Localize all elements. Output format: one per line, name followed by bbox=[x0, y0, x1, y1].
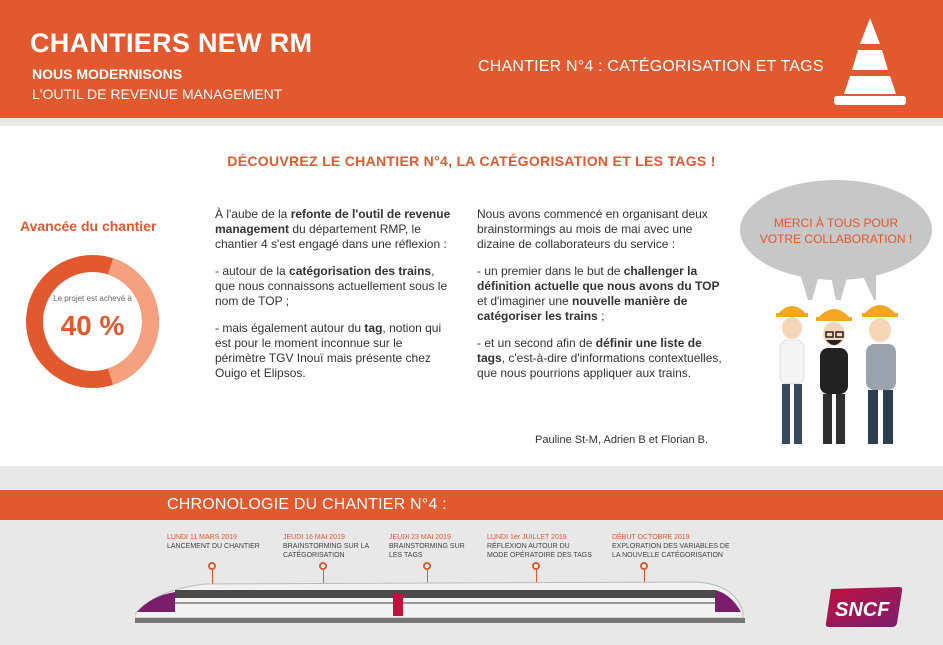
page-title: CHANTIERS NEW RM bbox=[30, 28, 313, 58]
svg-text:SNCF: SNCF bbox=[835, 599, 890, 621]
timeline-item: LUNDI 1er JUILLET 2019 RÉFLEXION AUTOUR DU MODE OPÉRATOIRE DES TAGS bbox=[487, 534, 592, 559]
timeline-item: JEUDI 23 MAI 2019 BRAINSTORMING SUR LES TAGS bbox=[389, 534, 465, 559]
paragraph: À l'aube de la refonte de l'outil de revenue management du département RMP, le chantier 4 s'est engagé dans une réflexion : bbox=[215, 207, 451, 251]
chronology-bar bbox=[0, 490, 943, 520]
header-banner bbox=[0, 0, 943, 118]
chantier-label: CHANTIER N°4 : CATÉGORISATION ET TAGS bbox=[478, 58, 824, 75]
header-subtitle: L'OUTIL DE REVENUE MANAGEMENT bbox=[32, 86, 283, 102]
paragraph: - mais également autour du tag, notion qui est pour le moment inconnue sur le périmètre TGV Inouï mais présente chez Ouigo et Elipsos. bbox=[215, 321, 442, 380]
paragraph: - autour de la catégorisation des trains, que nous connaissons actuellement sous le nom de TOP ; bbox=[215, 264, 448, 308]
chronology-title: CHRONOLOGIE DU CHANTIER N°4 : bbox=[167, 496, 447, 513]
progress-value: 40 % bbox=[60, 310, 125, 341]
traffic-cone-icon bbox=[830, 14, 910, 109]
content-panel bbox=[0, 126, 943, 466]
paragraph: - un premier dans le but de challenger la définition actuelle que nous avons du TOP et d'imaginer une nouvelle manière de catégoriser les trains ; bbox=[477, 264, 720, 323]
signature: Pauline St-M, Adrien B et Florian B. bbox=[535, 434, 709, 446]
tgv-train-icon bbox=[135, 568, 745, 628]
header-subtitle-bold: NOUS MODERNISONS bbox=[32, 66, 183, 82]
text-column-2 bbox=[477, 207, 722, 393]
bubble-text: MERCI À TOUS POUR VOTRE COLLABORATION ! bbox=[759, 216, 913, 246]
paragraph: Nous avons commencé en organisant deux brainstormings au mois de mai avec une dizaine de collaborateurs du service : bbox=[477, 207, 708, 251]
team-illustration-icon bbox=[770, 294, 920, 454]
timeline-item: DÉBUT OCTOBRE 2019 EXPLORATION DES VARIABLES DE LA NOUVELLE CATÉGORISATION bbox=[612, 534, 730, 559]
paragraph: - et un second afin de définir une liste de tags, c'est-à-dire d'informations contextuelles, que nous pourrions appliquer aux trains. bbox=[477, 336, 722, 380]
text-column-1 bbox=[215, 207, 455, 393]
headline: DÉCOUVREZ LE CHANTIER N°4, LA CATÉGORISATION ET LES TAGS ! bbox=[227, 153, 716, 169]
timeline-item: JEUDI 16 MAI 2019 BRAINSTORMING SUR LA CATÉGORISATION bbox=[283, 534, 370, 559]
sncf-logo bbox=[825, 585, 903, 629]
progress-label: Le projet est achevé à bbox=[53, 294, 132, 303]
progress-title: Avancée du chantier bbox=[20, 218, 157, 234]
timeline-item: LUNDI 11 MARS 2019 LANCEMENT DU CHANTIER bbox=[167, 534, 260, 550]
